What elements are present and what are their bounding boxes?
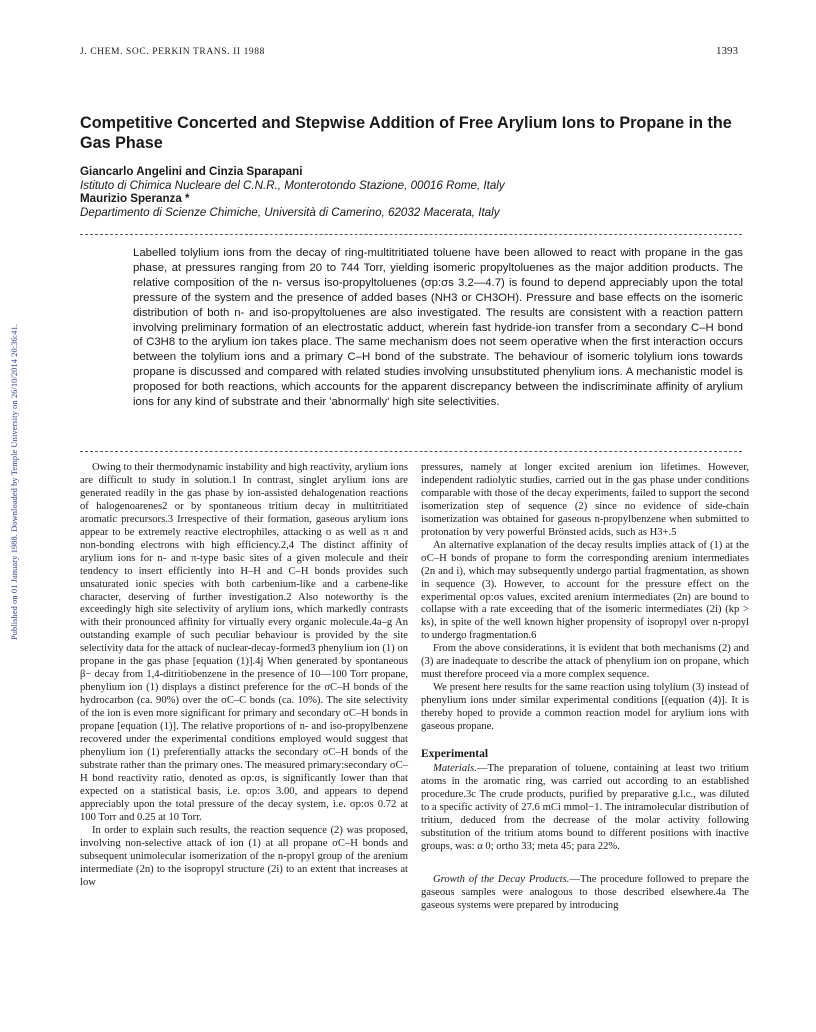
left-column: [80, 462, 408, 889]
paragraph: In order to explain such results, the reaction sequence (2) was proposed, involving non-selective attack of ion (1) at all propane σC–H bonds and subsequent unimolecular isomerization of the n-propyl group of the arenium intermediate (2n) to the isopropyl structure (2i) to an extent that increases at low: [80, 824, 408, 888]
top-divider: [80, 234, 742, 235]
author-names-1: Giancarlo Angelini and Cinzia Sparapani: [80, 165, 303, 178]
subheading: Materials.: [433, 762, 477, 774]
paragraph: pressures, namely at longer excited arenium ion lifetimes. However, independent radiolytic studies, carried out in the gas phase under conditions comparable with those of the decay experiments, failed to support the second isomerization step of sequence (2) since no evidence of side-chain isomerization was obtained for gaseous n-propylbenzene when submitted to protonation by very powerful Brönsted acids, such as H3+.5: [421, 462, 749, 538]
download-watermark: [2, 210, 19, 640]
affiliation-1: Istituto di Chimica Nucleare del C.N.R., Monterotondo Stazione, 00016 Rome, Italy: [80, 178, 505, 192]
right-column: [421, 462, 749, 913]
paragraph-text: —The procedure followed to prepare the gaseous samples were analogous to those described elsewhere.4a The gaseous systems were prepared by introducing: [421, 873, 749, 911]
bottom-divider: [80, 451, 742, 452]
paragraph: An alternative explanation of the decay results implies attack of (1) at the σC–H bonds of propane to form the corresponding arenium intermediates (2n and i), which may subsequently undergo partial fragmentation, as shown in sequence (3). However, to account for the pressure effect on the experimental σp:σs values, excited arenium intermediates (2n) are bound to collapse with a rate exceeding that of the isomeric intermediates (2i) (kp > ks), in spite of the well known higher propensity of isopropyl over n-propyl to undergo fragmentation.6: [421, 539, 749, 642]
materials-paragraph: [421, 763, 749, 854]
running-head: J. CHEM. SOC. PERKIN TRANS. II 1988: [80, 47, 265, 57]
abstract: Labelled tolylium ions from the decay of ring-multitritiated toluene have been allowed to react with propane in the gas phase, at pressures ranging from 20 to 744 Torr, yielding isomeric propyltoluenes as the major addition products. The relative composition of the n- versus iso-propyltoluenes (σp:σs 3.2—4.7) is found to depend appreciably upon the total pressure of the system and the presence of added bases (NH3 or CH3OH). Pressure and base effects on the isomeric distribution of both n- and iso-propyltoluenes are also investigated. The results are consistent with a reaction pattern involving preliminary formation of an electrostatic adduct, wherein fast hydride-ion transfer from a secondary C–H bond of C3H8 to the arylium ion takes place. The same mechanism does not seem operative when the first interaction occurs between the tolylium ions and a primary C–H bond of the substrate. The behaviour of isomeric tolylium ions towards propane is discussed and compared with related studies involving unsubstituted phenylium ions. A mechanistic model is proposed for both reactions, which accounts for the apparent discrepancy between the indiscriminate affinity of arylium ions for any kind of substrate and their 'abnormally' high site selectivities.: [133, 247, 743, 409]
author-block: [80, 165, 760, 219]
subheading: Growth of the Decay Products.: [433, 873, 570, 885]
author-names-2: Maurizio Speranza *: [80, 192, 190, 206]
paragraph: From the above considerations, it is evident that both mechanisms (2) and (3) are inadequate to describe the attack of phenylium ion on propane, which must therefore proceed via a more complex sequence.: [421, 643, 749, 681]
section-heading: Experimental: [421, 748, 489, 761]
spacer: [421, 854, 749, 874]
paragraph: Owing to their thermodynamic instability and high reactivity, arylium ions are difficult to study in solution.1 In contrast, singlet arylium ions are generated readily in the gas phase by ion-assisted dehalogenation reactions of halogenoarenes2 or by spontaneous tritium decay in multitritiated aromatic precursors.3 Irrespective of their formation, gaseous arylium ions appear to be extremely reactive electrophiles, attacking σ as well as π and non-bonding electrons with high efficiency.2,4 The distinct affinity of arylium ions for n- and π-type basic sites of a given molecule and their tendency to insert efficiently into H–H and C–H bonds provides such unsaturated ionic species with both carbenium-like and a carbene-like character, deserving of further investigation.2 Also noteworthy is the exceedingly high site selectivity of arylium ions, which markedly contrasts with their pronounced affinity for virtually every organic molecule.4a–g An outstanding example of such peculiar behaviour is provided by the site selectivity data for the attack of nuclear-decay-formed3 phenylium ion (1) on propane in the gas phase [equation (1)].4j When generated by spontaneous β− decay from 1,4-ditritiobenzene in the presence of 10—100 Torr propane, phenylium ion (1) displays a distinct preference for the σC–H bonds of the hydrocarbon (ca. 90%) over the σC–C bonds (ca. 10%). The site selectivity of the ion is even more significant for primary and secondary σC–H bonds in propane [equation (1)]. The relative proportions of n- and iso-propylbenzene recovered under the experimental conditions employed would suggest that phenylium ion (1) preferentially attacks the secondary σC–H bonds of the substrate rather than the primary ones. The measured primary:secondary σC–H bond reactivity ratio, denoted as σp:σs, is significantly lower than that expected on a statistical basis, i.e. σp:σs 3.00, and appears to depend appreciably upon the total pressure of the decay system, i.e. σp:σs 0.72 at 100 Torr and 0.25 at 10 Torr.: [80, 462, 408, 823]
page-number: 1393: [716, 45, 738, 57]
growth-paragraph: [421, 874, 749, 913]
download-note: Published on 01 January 1988. Downloaded by Temple University on 26/10/2014 20:36:41.: [10, 324, 19, 640]
article-title: Competitive Concerted and Stepwise Addition of Free Arylium Ions to Propane in the Gas Phase: [80, 114, 732, 152]
paragraph-text: —The preparation of toluene, containing at least two tritium atoms in the aromatic ring, was carried out according to an established procedure.3c The crude products, purified by preparative g.l.c., was diluted to a specific activity of 27.6 mCi mmol−1. The intramolecular distribution of tritium, deduced from the decrease of the molar activity following substitution of the tritium atoms bound to different positions with inactive groups, was: α 0; ortho 33; meta 45; para 22%.: [421, 762, 749, 852]
paragraph: We present here results for the same reaction using tolylium (3) instead of phenylium ions under similar experimental conditions [(equation (4)]. It is thereby hoped to provide a common reaction model for arylium ions with gaseous propane.: [421, 682, 749, 733]
affiliation-2: Departimento di Scienze Chimiche, Università di Camerino, 62032 Macerata, Italy: [80, 205, 500, 219]
